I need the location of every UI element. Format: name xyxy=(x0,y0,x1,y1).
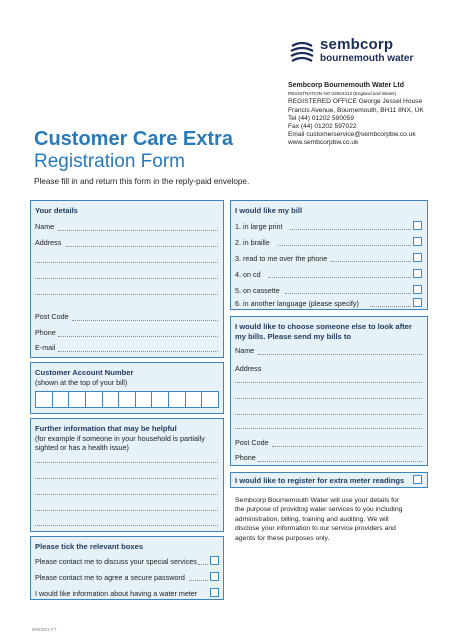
secure-password-label: Please contact me to agree a secure password xyxy=(35,573,185,582)
further-info-line-4[interactable] xyxy=(35,510,218,511)
company-address: Francis Avenue, Bournemouth, BH11 8NX, UK xyxy=(288,106,424,114)
leader-dots xyxy=(290,229,411,230)
intro-text: Please fill in and return this form in the reply-paid envelope. xyxy=(34,177,250,186)
address-field-line-1[interactable] xyxy=(66,246,218,247)
secure-password-checkbox[interactable] xyxy=(210,572,219,581)
address-field-line-3[interactable] xyxy=(35,278,218,279)
meter-readings-checkbox[interactable] xyxy=(413,475,422,484)
further-info-hint-2: sighted or has a health issue) xyxy=(35,443,129,452)
privacy-line-2: the purpose of providing water services to you including xyxy=(235,506,403,514)
nominee-address-line-3[interactable] xyxy=(235,414,422,415)
further-info-line-2[interactable] xyxy=(35,478,218,479)
further-info-header: Further information that may be helpful xyxy=(35,424,177,433)
nominee-header-line-1: I would like to choose someone else to look after xyxy=(235,322,412,331)
other-language-checkbox[interactable] xyxy=(413,298,422,307)
nominee-name-label: Name xyxy=(235,346,255,355)
form-code: BW0001 FT xyxy=(32,627,57,632)
further-info-line-5[interactable] xyxy=(35,525,218,526)
meter-readings-label: I would like to register for extra meter readings xyxy=(235,476,405,485)
leader-dots xyxy=(198,564,208,565)
leader-dots xyxy=(285,293,411,294)
company-website[interactable]: www.sembcorpbw.co.uk xyxy=(288,139,359,147)
name-label: Name xyxy=(35,222,55,231)
braille-label: 2. in braille xyxy=(235,238,270,247)
your-details-header: Your details xyxy=(35,206,78,215)
nominee-postcode-label: Post Code xyxy=(235,438,269,447)
phone-label: Phone xyxy=(35,328,56,337)
nominee-address-line-4[interactable] xyxy=(235,428,422,429)
leader-dots xyxy=(278,245,411,246)
cassette-checkbox[interactable] xyxy=(413,285,422,294)
leader-dots xyxy=(268,277,411,278)
phone-field[interactable] xyxy=(58,336,218,337)
water-meter-info-label: I would like information about having a water meter xyxy=(35,589,198,598)
further-info-line-3[interactable] xyxy=(35,494,218,495)
special-services-label: Please contact me to discuss your special services xyxy=(35,557,197,566)
cd-label: 4. on cd xyxy=(235,270,261,279)
sembcorp-logo-icon xyxy=(288,38,316,66)
account-digit-cell[interactable] xyxy=(186,392,203,407)
water-meter-info-checkbox[interactable] xyxy=(210,588,219,597)
account-digit-cell[interactable] xyxy=(136,392,153,407)
cd-checkbox[interactable] xyxy=(413,269,422,278)
address-field-line-4[interactable] xyxy=(35,294,218,295)
company-details xyxy=(288,82,453,148)
special-services-checkbox[interactable] xyxy=(210,556,219,565)
brand-subtitle: bournemouth water xyxy=(320,53,414,64)
postcode-label: Post Code xyxy=(35,312,69,321)
nominee-phone-field[interactable] xyxy=(258,461,422,462)
other-language-label: 6. in another language (please specify) xyxy=(235,299,359,308)
address-field-line-2[interactable] xyxy=(35,262,218,263)
nominee-address-line-1[interactable] xyxy=(235,382,422,383)
tick-boxes-header: Please tick the relevant boxes xyxy=(35,542,144,551)
address-label: Address xyxy=(35,238,62,247)
braille-checkbox[interactable] xyxy=(413,237,422,246)
privacy-line-4: disclose your information to our service providers and xyxy=(235,525,396,533)
other-language-field[interactable] xyxy=(370,306,411,307)
account-number-hint: (shown at the top of your bill) xyxy=(35,378,128,387)
company-tel: Tel (44) 01202 590059 xyxy=(288,114,354,122)
account-number-input[interactable] xyxy=(35,391,219,408)
account-digit-cell[interactable] xyxy=(202,392,218,407)
privacy-line-5: agents for these purposes only. xyxy=(235,534,330,542)
further-info-hint-1: (for example if someone in your household is partially xyxy=(35,434,205,443)
page-title: Customer Care Extra xyxy=(34,128,233,150)
large-print-checkbox[interactable] xyxy=(413,221,422,230)
company-email[interactable]: Email customerservice@sembcorpbw.co.uk xyxy=(288,131,416,139)
nominee-phone-label: Phone xyxy=(235,453,256,462)
account-digit-cell[interactable] xyxy=(36,392,53,407)
brand-name: sembcorp xyxy=(320,36,394,53)
email-label: E-mail xyxy=(35,343,56,352)
leader-dots xyxy=(189,580,208,581)
account-digit-cell[interactable] xyxy=(53,392,70,407)
postcode-field[interactable] xyxy=(72,320,218,321)
your-details-panel xyxy=(30,200,224,358)
privacy-line-3: administration, billing, training and auditing. We will xyxy=(235,515,389,523)
nominee-header-line-2: my bills. Please send my bills to xyxy=(235,332,352,341)
privacy-line-1: Sembcorp Bournemouth Water will use your details for xyxy=(235,497,400,504)
bill-format-header: I would like my bill xyxy=(235,206,303,215)
company-fax: Fax (44) 01202 597022 xyxy=(288,123,357,131)
account-digit-cell[interactable] xyxy=(103,392,120,407)
nominee-name-field[interactable] xyxy=(258,354,422,355)
account-digit-cell[interactable] xyxy=(119,392,136,407)
company-office: REGISTERED OFFICE George Jessel House xyxy=(288,98,423,106)
nominee-postcode-field[interactable] xyxy=(272,446,422,447)
phone-reading-checkbox[interactable] xyxy=(413,253,422,262)
account-digit-cell[interactable] xyxy=(169,392,186,407)
page-subtitle: Registration Form xyxy=(34,151,185,172)
privacy-notice xyxy=(235,496,430,543)
nominee-address-line-2[interactable] xyxy=(235,398,422,399)
company-name: Sembcorp Bournemouth Water Ltd xyxy=(288,82,405,89)
email-field[interactable] xyxy=(58,351,218,352)
further-info-line-1[interactable] xyxy=(35,462,218,463)
leader-dots xyxy=(331,261,411,262)
name-field[interactable] xyxy=(58,230,218,231)
account-digit-cell[interactable] xyxy=(152,392,169,407)
large-print-label: 1. in large print xyxy=(235,222,283,231)
account-digit-cell[interactable] xyxy=(86,392,103,407)
company-registration: REGISTRATION NO 02924312 (England and Wales) xyxy=(288,91,396,97)
phone-reading-label: 3. read to me over the phone xyxy=(235,254,328,263)
cassette-label: 5. on cassette xyxy=(235,286,280,295)
nominee-address-label: Address xyxy=(235,364,262,373)
account-digit-cell[interactable] xyxy=(69,392,86,407)
account-number-header: Customer Account Number xyxy=(35,368,134,377)
